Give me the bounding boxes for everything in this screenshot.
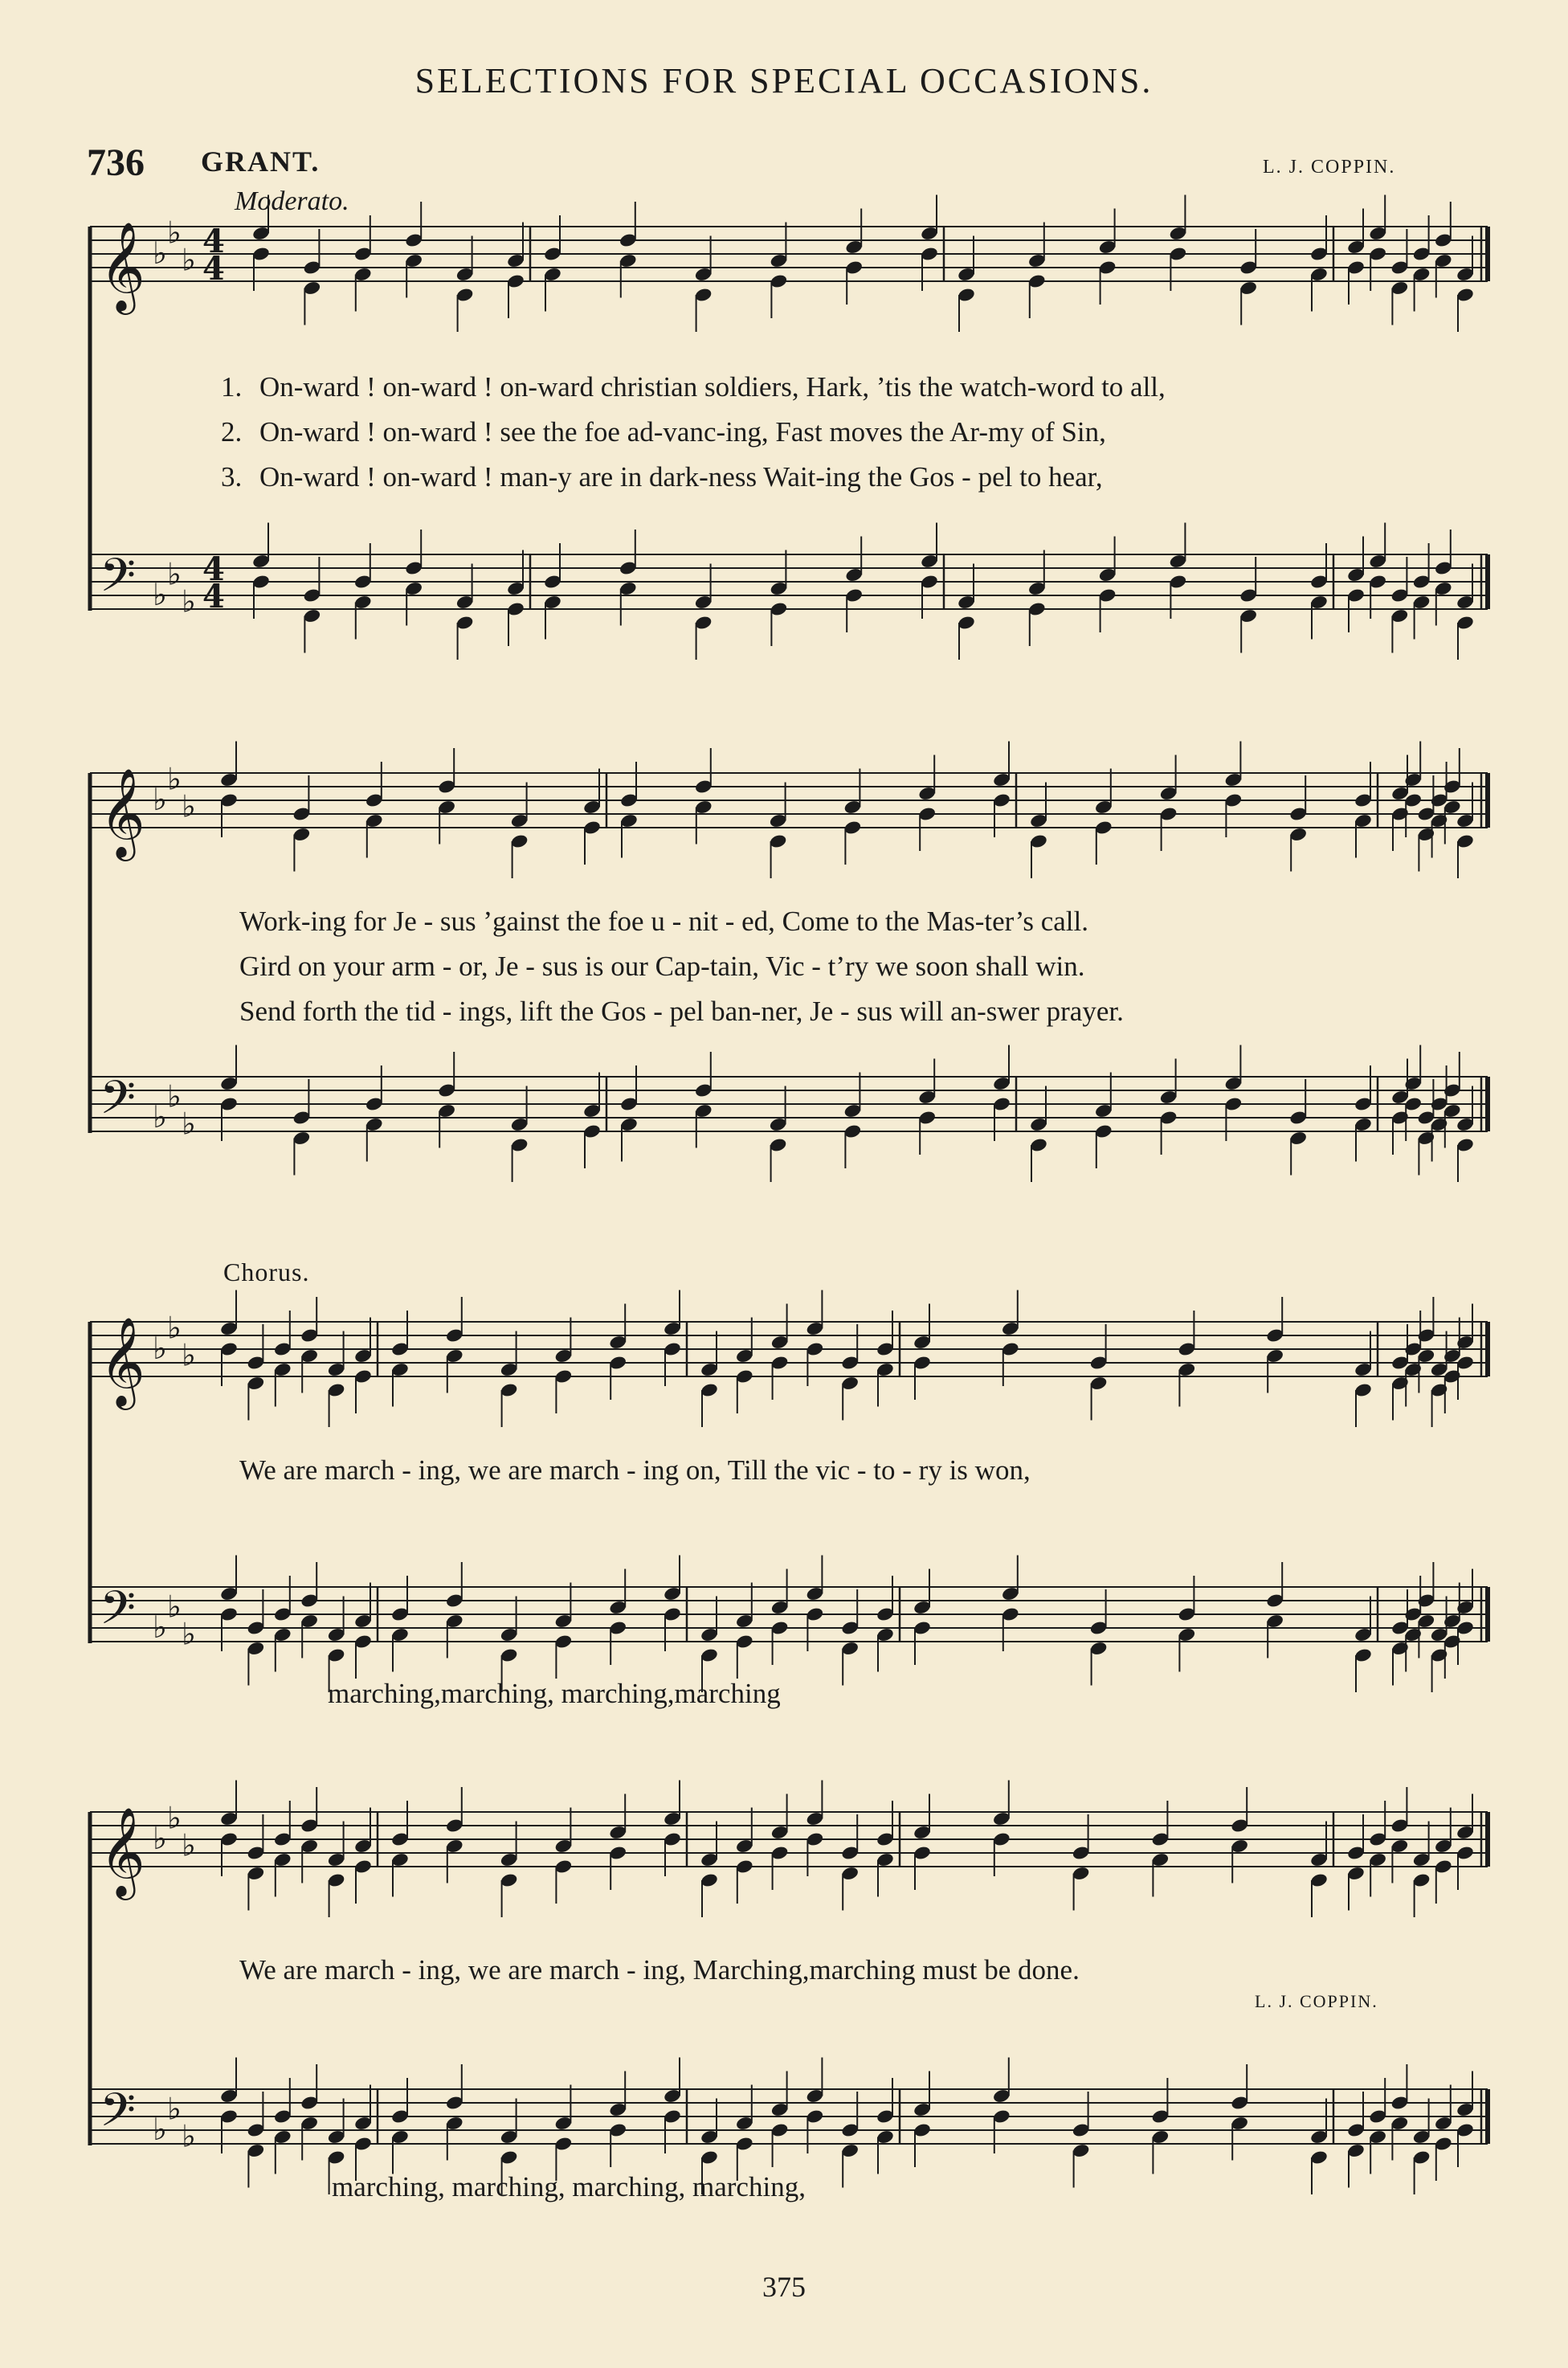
flat-sign: ♭ — [153, 1331, 167, 1366]
verse-line-3 — [221, 461, 1103, 493]
verse-text: On-ward ! on-ward ! on-ward christian soldiers, Hark, ’tis the watch-word to all, — [259, 371, 1166, 403]
flat-sign: ♭ — [182, 242, 196, 278]
chorus-line-2: We are march - ing, we are march - ing, Marching,marching must be done. — [239, 1954, 1080, 1986]
tempo-marking: Moderato. — [235, 186, 349, 216]
chorus-line-1: We are march - ing, we are march - ing on, Till the vic - to - ry is won, — [239, 1454, 1031, 1486]
flat-sign: ♭ — [153, 1609, 167, 1645]
flat-sign: ♭ — [167, 556, 182, 592]
treble-clef: 𝄞 — [100, 221, 145, 311]
verse-line-1 — [221, 371, 1166, 403]
verse-number: 2. — [221, 416, 243, 448]
system2-line-1: Work-ing for Je - sus ’gainst the foe u - nit - ed, Come to the Mas-ter’s call. — [239, 906, 1088, 937]
flat-sign: ♭ — [153, 577, 167, 612]
flat-sign: ♭ — [182, 1616, 196, 1652]
flat-sign: ♭ — [182, 1106, 196, 1142]
treble-clef: 𝄞 — [100, 1806, 145, 1896]
flat-sign: ♭ — [153, 1821, 167, 1856]
time-signature-digit: 4 — [202, 550, 225, 588]
system2-line-3: Send forth the tid - ings, lift the Gos - pel ban-ner, Je - sus will an-swer prayer. — [239, 996, 1124, 1027]
system2-line-2: Gird on your arm - or, Je - sus is our Cap-tain, Vic - t’ry we soon shall win. — [239, 951, 1085, 982]
bass-clef: 𝄢 — [100, 1581, 137, 1646]
flat-sign: ♭ — [153, 2112, 167, 2147]
time-signature-digit: 4 — [202, 223, 225, 260]
verse-text: On-ward ! on-ward ! man-y are in dark-ness Wait-ing the Gos - pel to hear, — [259, 461, 1103, 493]
flat-sign: ♭ — [182, 1337, 196, 1373]
hymn-number: 736 — [87, 141, 145, 184]
flat-sign: ♭ — [167, 1800, 182, 1836]
page-header: SELECTIONS FOR SPECIAL OCCASIONS. — [414, 61, 1154, 100]
flat-sign: ♭ — [167, 2091, 182, 2127]
tune-name: GRANT. — [201, 145, 321, 178]
bass-clef: 𝄢 — [100, 1070, 137, 1136]
page-number: 375 — [762, 2271, 806, 2303]
flat-sign: ♭ — [153, 782, 167, 817]
composer-credit: L. J. COPPIN. — [1263, 157, 1396, 178]
flat-sign: ♭ — [182, 788, 196, 824]
flat-sign: ♭ — [153, 1099, 167, 1135]
composer-credit-repeat: L. J. COPPIN. — [1255, 1991, 1378, 2011]
chorus-bass-text-1: marching,marching, marching,marching — [328, 1678, 781, 1709]
verse-number: 1. — [221, 371, 243, 403]
verse-number: 3. — [221, 461, 243, 493]
flat-sign: ♭ — [167, 1078, 182, 1114]
time-signature-digit: 4 — [202, 250, 225, 288]
flat-sign: ♭ — [167, 761, 182, 797]
flat-sign: ♭ — [167, 215, 182, 251]
chorus-bass-text-2: marching, marching, marching, marching, — [332, 2171, 806, 2202]
flat-sign: ♭ — [153, 235, 167, 271]
verse-line-2 — [221, 416, 1106, 448]
chorus-label: Chorus. — [223, 1258, 310, 1286]
flat-sign: ♭ — [182, 2118, 196, 2154]
time-signature-digit: 4 — [202, 578, 225, 616]
flat-sign: ♭ — [167, 1589, 182, 1625]
flat-sign: ♭ — [182, 1827, 196, 1863]
treble-clef: 𝄞 — [100, 1316, 145, 1406]
bass-clef: 𝄢 — [100, 548, 137, 614]
verse-text: On-ward ! on-ward ! see the foe ad-vanc-ing, Fast moves the Ar-my of Sin, — [259, 416, 1106, 448]
treble-clef: 𝄞 — [100, 767, 145, 857]
bass-clef: 𝄢 — [100, 2083, 137, 2149]
flat-sign: ♭ — [167, 1310, 182, 1346]
flat-sign: ♭ — [182, 583, 196, 620]
